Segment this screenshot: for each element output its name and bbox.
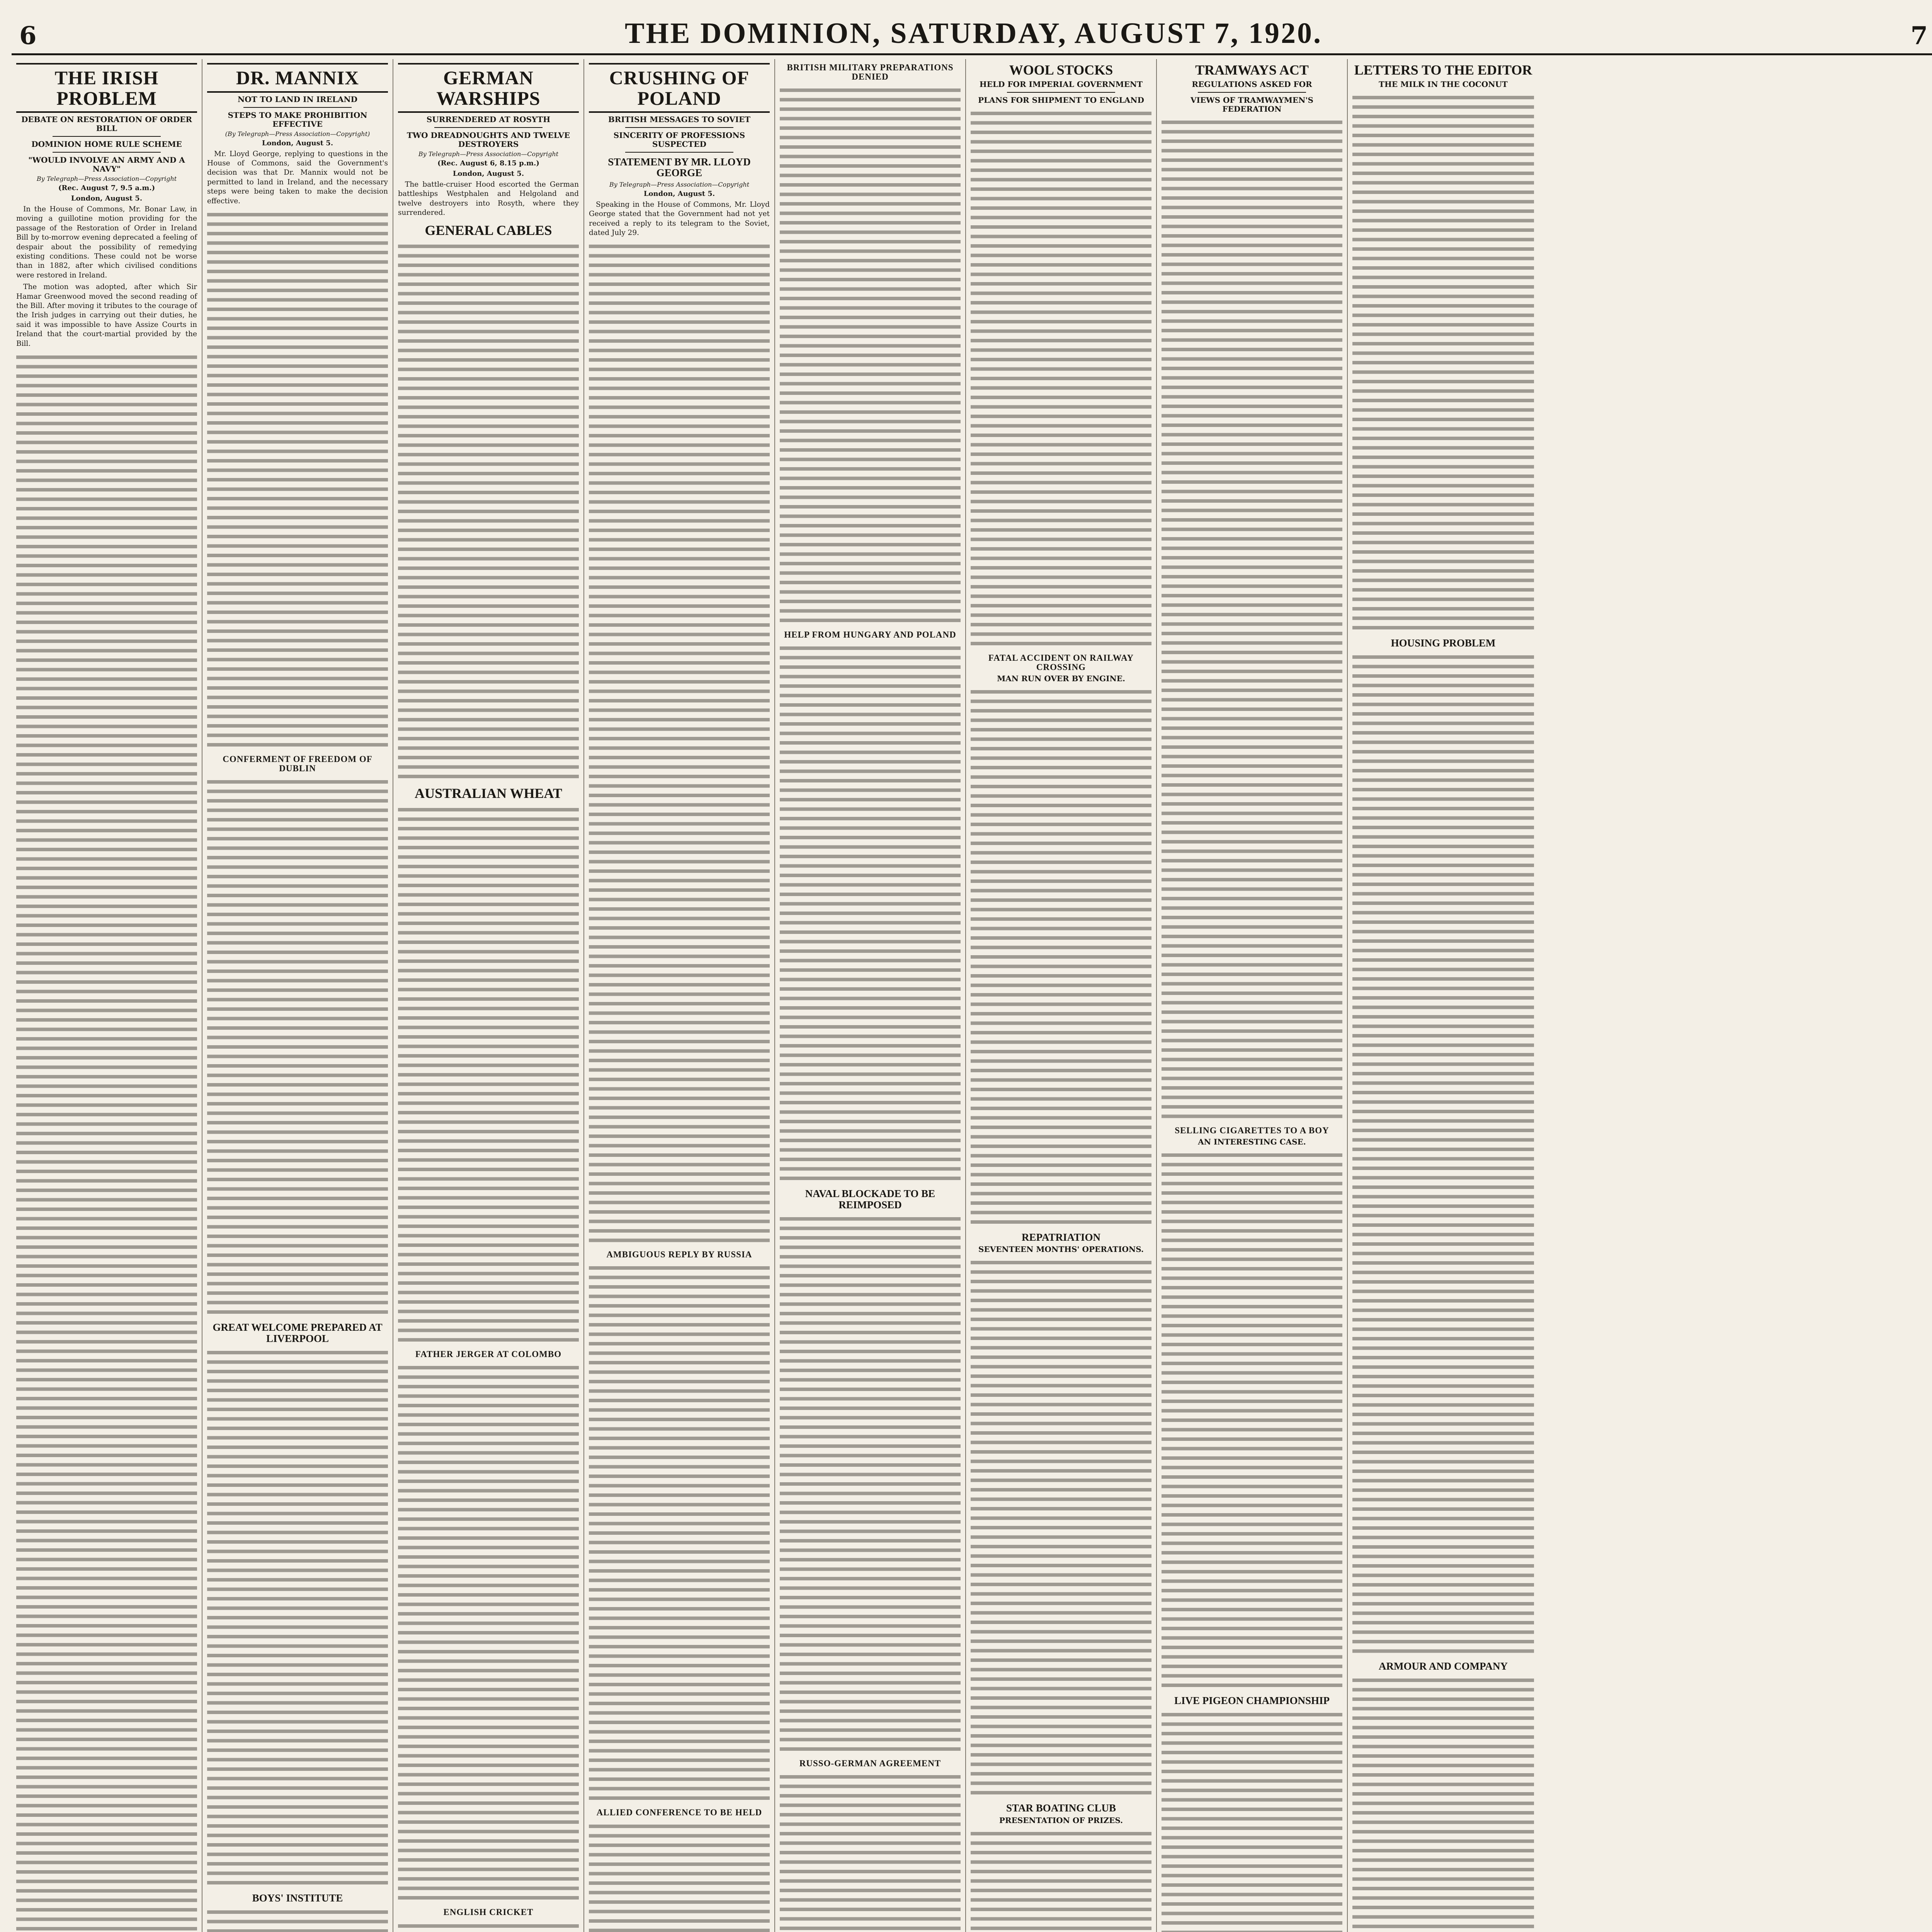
article-heading: ALLIED CONFERENCE TO BE HELD — [596, 1808, 762, 1818]
article-subhead: SINCERITY OF PROFESSIONS SUSPECTED — [613, 131, 745, 149]
article — [207, 1893, 388, 1932]
article-text-block — [971, 107, 1151, 648]
column-1 — [12, 59, 202, 1932]
article-text-block — [1162, 116, 1342, 1121]
column-2 — [202, 59, 393, 1932]
article — [971, 1803, 1151, 1932]
masthead — [12, 10, 1932, 55]
article-heading: LETTERS TO THE EDITOR — [1354, 62, 1532, 78]
article-byline: By Telegraph—Press Association—Copyright — [36, 175, 177, 182]
article-paragraph: The motion was adopted, after which Sir Hamar Greenwood moved the second reading of the Bill. After moving it tributes to the courage of the Irish judges in carrying out their duties, he said it was impossible to have Assize Courts in Ireland that the court-martial provided by the Bill. — [16, 283, 197, 348]
article — [207, 755, 388, 1316]
article-subhead: VIEWS OF TRAMWAYMEN'S FEDERATION — [1190, 95, 1313, 114]
article-heading: WOOL STOCKS — [1009, 62, 1113, 78]
article-subhead: PLANS FOR SHIPMENT TO ENGLAND — [978, 95, 1144, 105]
article-heading: CONFERMENT OF FREEDOM OF DUBLIN — [223, 754, 372, 774]
article-subhead: STEPS TO MAKE PROHIBITION EFFECTIVE — [228, 110, 367, 129]
article-subhead: HELD FOR IMPERIAL GOVERNMENT — [979, 79, 1143, 89]
article — [1352, 638, 1534, 1655]
article-text-block — [971, 1256, 1151, 1797]
article-subhead: STATEMENT BY MR. LLOYD GEORGE — [608, 156, 751, 179]
article — [971, 653, 1151, 1226]
article-heading: SELLING CIGARETTES TO A BOY — [1175, 1125, 1329, 1135]
article-subhead: MAN RUN OVER BY ENGINE. — [997, 674, 1125, 684]
article-wool-stocks — [971, 63, 1151, 648]
page-number-right: 7 — [1910, 21, 1928, 50]
article-irish-problem — [16, 63, 197, 1932]
article-tramways-act — [1162, 63, 1342, 1121]
article-text-block — [207, 1346, 388, 1887]
article-heading: BOYS' INSTITUTE — [252, 1892, 343, 1904]
article-crushing-of-poland — [589, 63, 770, 1245]
article-text-block — [1162, 1708, 1342, 1932]
newspaper-title: THE DOMINION, SATURDAY, AUGUST 7, 1920. — [624, 17, 1323, 49]
article — [398, 1908, 579, 1932]
article-dateline: (Rec. August 6, 8.15 p.m.) — [437, 159, 539, 167]
article-text-block — [1352, 651, 1534, 1655]
page-number-left: 6 — [19, 21, 37, 50]
article-heading: HOUSING PROBLEM — [1391, 637, 1496, 649]
article — [589, 1808, 770, 1932]
article-subhead: DOMINION HOME RULE SCHEME — [31, 139, 182, 149]
article — [1352, 1661, 1534, 1932]
column-5 — [775, 59, 966, 1932]
article-subhead: NOT TO LAND IN IRELAND — [237, 94, 357, 104]
article-place: London, August 5. — [71, 194, 143, 202]
article-subhead: BRITISH MESSAGES TO SOVIET — [608, 115, 751, 124]
article — [398, 1350, 579, 1902]
article-heading: GENERAL CABLES — [425, 222, 552, 238]
article-text-block — [589, 1820, 770, 1932]
article-subhead: "WOULD INVOLVE AN ARMY AND A NAVY" — [28, 155, 185, 173]
article-body — [207, 150, 388, 206]
article-heading: HELP FROM HUNGARY AND POLAND — [784, 630, 956, 640]
article-dr-mannix — [207, 63, 388, 749]
article — [1162, 1126, 1342, 1690]
article-subhead: THE MILK IN THE COCONUT — [1379, 79, 1508, 89]
article-text-block — [207, 776, 388, 1316]
article-subhead: TWO DREADNOUGHTS AND TWELVE DESTROYERS — [406, 131, 570, 149]
column-6 — [966, 59, 1157, 1932]
article-text-block — [589, 240, 770, 1245]
article-place: London, August 5. — [643, 189, 715, 198]
article — [398, 786, 579, 1344]
article-heading: CRUSHING OF POLAND — [589, 63, 770, 113]
article-heading: ENGLISH CRICKET — [443, 1907, 534, 1917]
article — [1162, 1695, 1342, 1932]
article-heading: REPATRIATION — [1021, 1231, 1101, 1243]
article-text-block — [207, 1906, 388, 1932]
article-text-block — [780, 642, 961, 1183]
article-body — [589, 200, 770, 238]
article — [971, 1232, 1151, 1797]
article-heading: AUSTRALIAN WHEAT — [415, 786, 562, 801]
article-text-block — [398, 240, 579, 781]
article-subhead: SEVENTEEN MONTHS' OPERATIONS. — [978, 1245, 1144, 1254]
article-text-block — [398, 803, 579, 1344]
column-7 — [1157, 59, 1348, 1932]
article-text-block — [1352, 1674, 1534, 1932]
column-8 — [1348, 59, 1539, 1932]
article-byline: (By Telegraph—Press Association—Copyright) — [225, 130, 370, 138]
article-text-block — [398, 1361, 579, 1902]
article-text-block — [1162, 1149, 1342, 1690]
article-german-warships — [398, 63, 579, 218]
article-text-block — [16, 351, 197, 1932]
article — [398, 223, 579, 781]
article — [780, 630, 961, 1183]
article-body — [16, 205, 197, 349]
article-place: London, August 5. — [452, 170, 524, 178]
article-subhead: AN INTERESTING CASE. — [1198, 1137, 1306, 1146]
article-place: London, August 5. — [262, 139, 333, 147]
column-4 — [584, 59, 775, 1932]
article-heading: TRAMWAYS ACT — [1195, 62, 1309, 78]
article-heading: NAVAL BLOCKADE TO BE REIMPOSED — [805, 1188, 935, 1211]
article-body — [398, 180, 579, 218]
article-byline: By Telegraph—Press Association—Copyright — [418, 150, 559, 158]
article — [780, 1759, 961, 1932]
article-text-block — [971, 685, 1151, 1226]
article-paragraph: The battle-cruiser Hood escorted the German battleships Westphalen and Helgoland and twelve destroyers into Rosyth, where they surrendered. — [398, 180, 579, 217]
article-heading: AMBIGUOUS REPLY BY RUSSIA — [606, 1250, 752, 1260]
article-heading: STAR BOATING CLUB — [1006, 1802, 1116, 1814]
article-text-block — [780, 84, 961, 625]
article-heading: GERMAN WARSHIPS — [398, 63, 579, 113]
article-heading: ARMOUR AND COMPANY — [1379, 1660, 1508, 1672]
article-subhead: DEBATE ON RESTORATION OF ORDER BILL — [21, 115, 192, 133]
article-text-block — [589, 1262, 770, 1803]
columns — [12, 59, 1932, 1932]
article-subhead: SURRENDERED AT ROSYTH — [426, 115, 551, 124]
article-byline: By Telegraph—Press Association—Copyright — [609, 180, 750, 188]
article — [207, 1322, 388, 1887]
article-heading: FATAL ACCIDENT ON RAILWAY CROSSING — [988, 653, 1134, 672]
article-heading: BRITISH MILITARY PREPARATIONS DENIED — [787, 63, 954, 82]
article-subhead: REGULATIONS ASKED FOR — [1192, 79, 1312, 89]
article-heading: THE IRISH PROBLEM — [16, 63, 197, 113]
article-heading: FATHER JERGER AT COLOMBO — [415, 1349, 562, 1359]
article — [780, 1188, 961, 1753]
article-text-block — [780, 1770, 961, 1932]
article-text-block — [1352, 91, 1534, 632]
article-paragraph: Mr. Lloyd George, replying to questions in the House of Commons, said the Government's decision was that Dr. Mannix would not be permitted to land in Ireland, and the necessary steps were being taken to make the decision effective. — [207, 150, 388, 205]
article-heading: RUSSO-GERMAN AGREEMENT — [799, 1759, 941, 1769]
article-heading: GREAT WELCOME PREPARED AT LIVERPOOL — [213, 1321, 383, 1344]
article-text-block — [398, 1920, 579, 1932]
article — [780, 63, 961, 625]
article-text-block — [207, 208, 388, 749]
article-dateline: (Rec. August 7, 9.5 a.m.) — [58, 184, 155, 192]
column-3 — [393, 59, 584, 1932]
article-paragraph: Speaking in the House of Commons, Mr. Lloyd George stated that the Government had not yet received a reply to its telegram to the Soviet, dated July 29. — [589, 200, 770, 237]
article-heading: DR. MANNIX — [207, 63, 388, 93]
article-text-block — [971, 1827, 1151, 1932]
article-heading: LIVE PIGEON CHAMPIONSHIP — [1174, 1694, 1330, 1706]
article-subhead: PRESENTATION OF PRIZES. — [999, 1815, 1123, 1825]
article-letters-to-the-editor — [1352, 63, 1534, 632]
article — [589, 1250, 770, 1803]
article-text-block — [780, 1213, 961, 1753]
article-paragraph: In the House of Commons, Mr. Bonar Law, in moving a guillotine motion providing for the passage of the Restoration of Order in Ireland Bill by to-morrow evening deprecated a feeling of despair about the possibility of remedying existing conditions. These could not be worse than in 1882, after which civilised conditions were restored in Ireland. — [16, 205, 197, 279]
